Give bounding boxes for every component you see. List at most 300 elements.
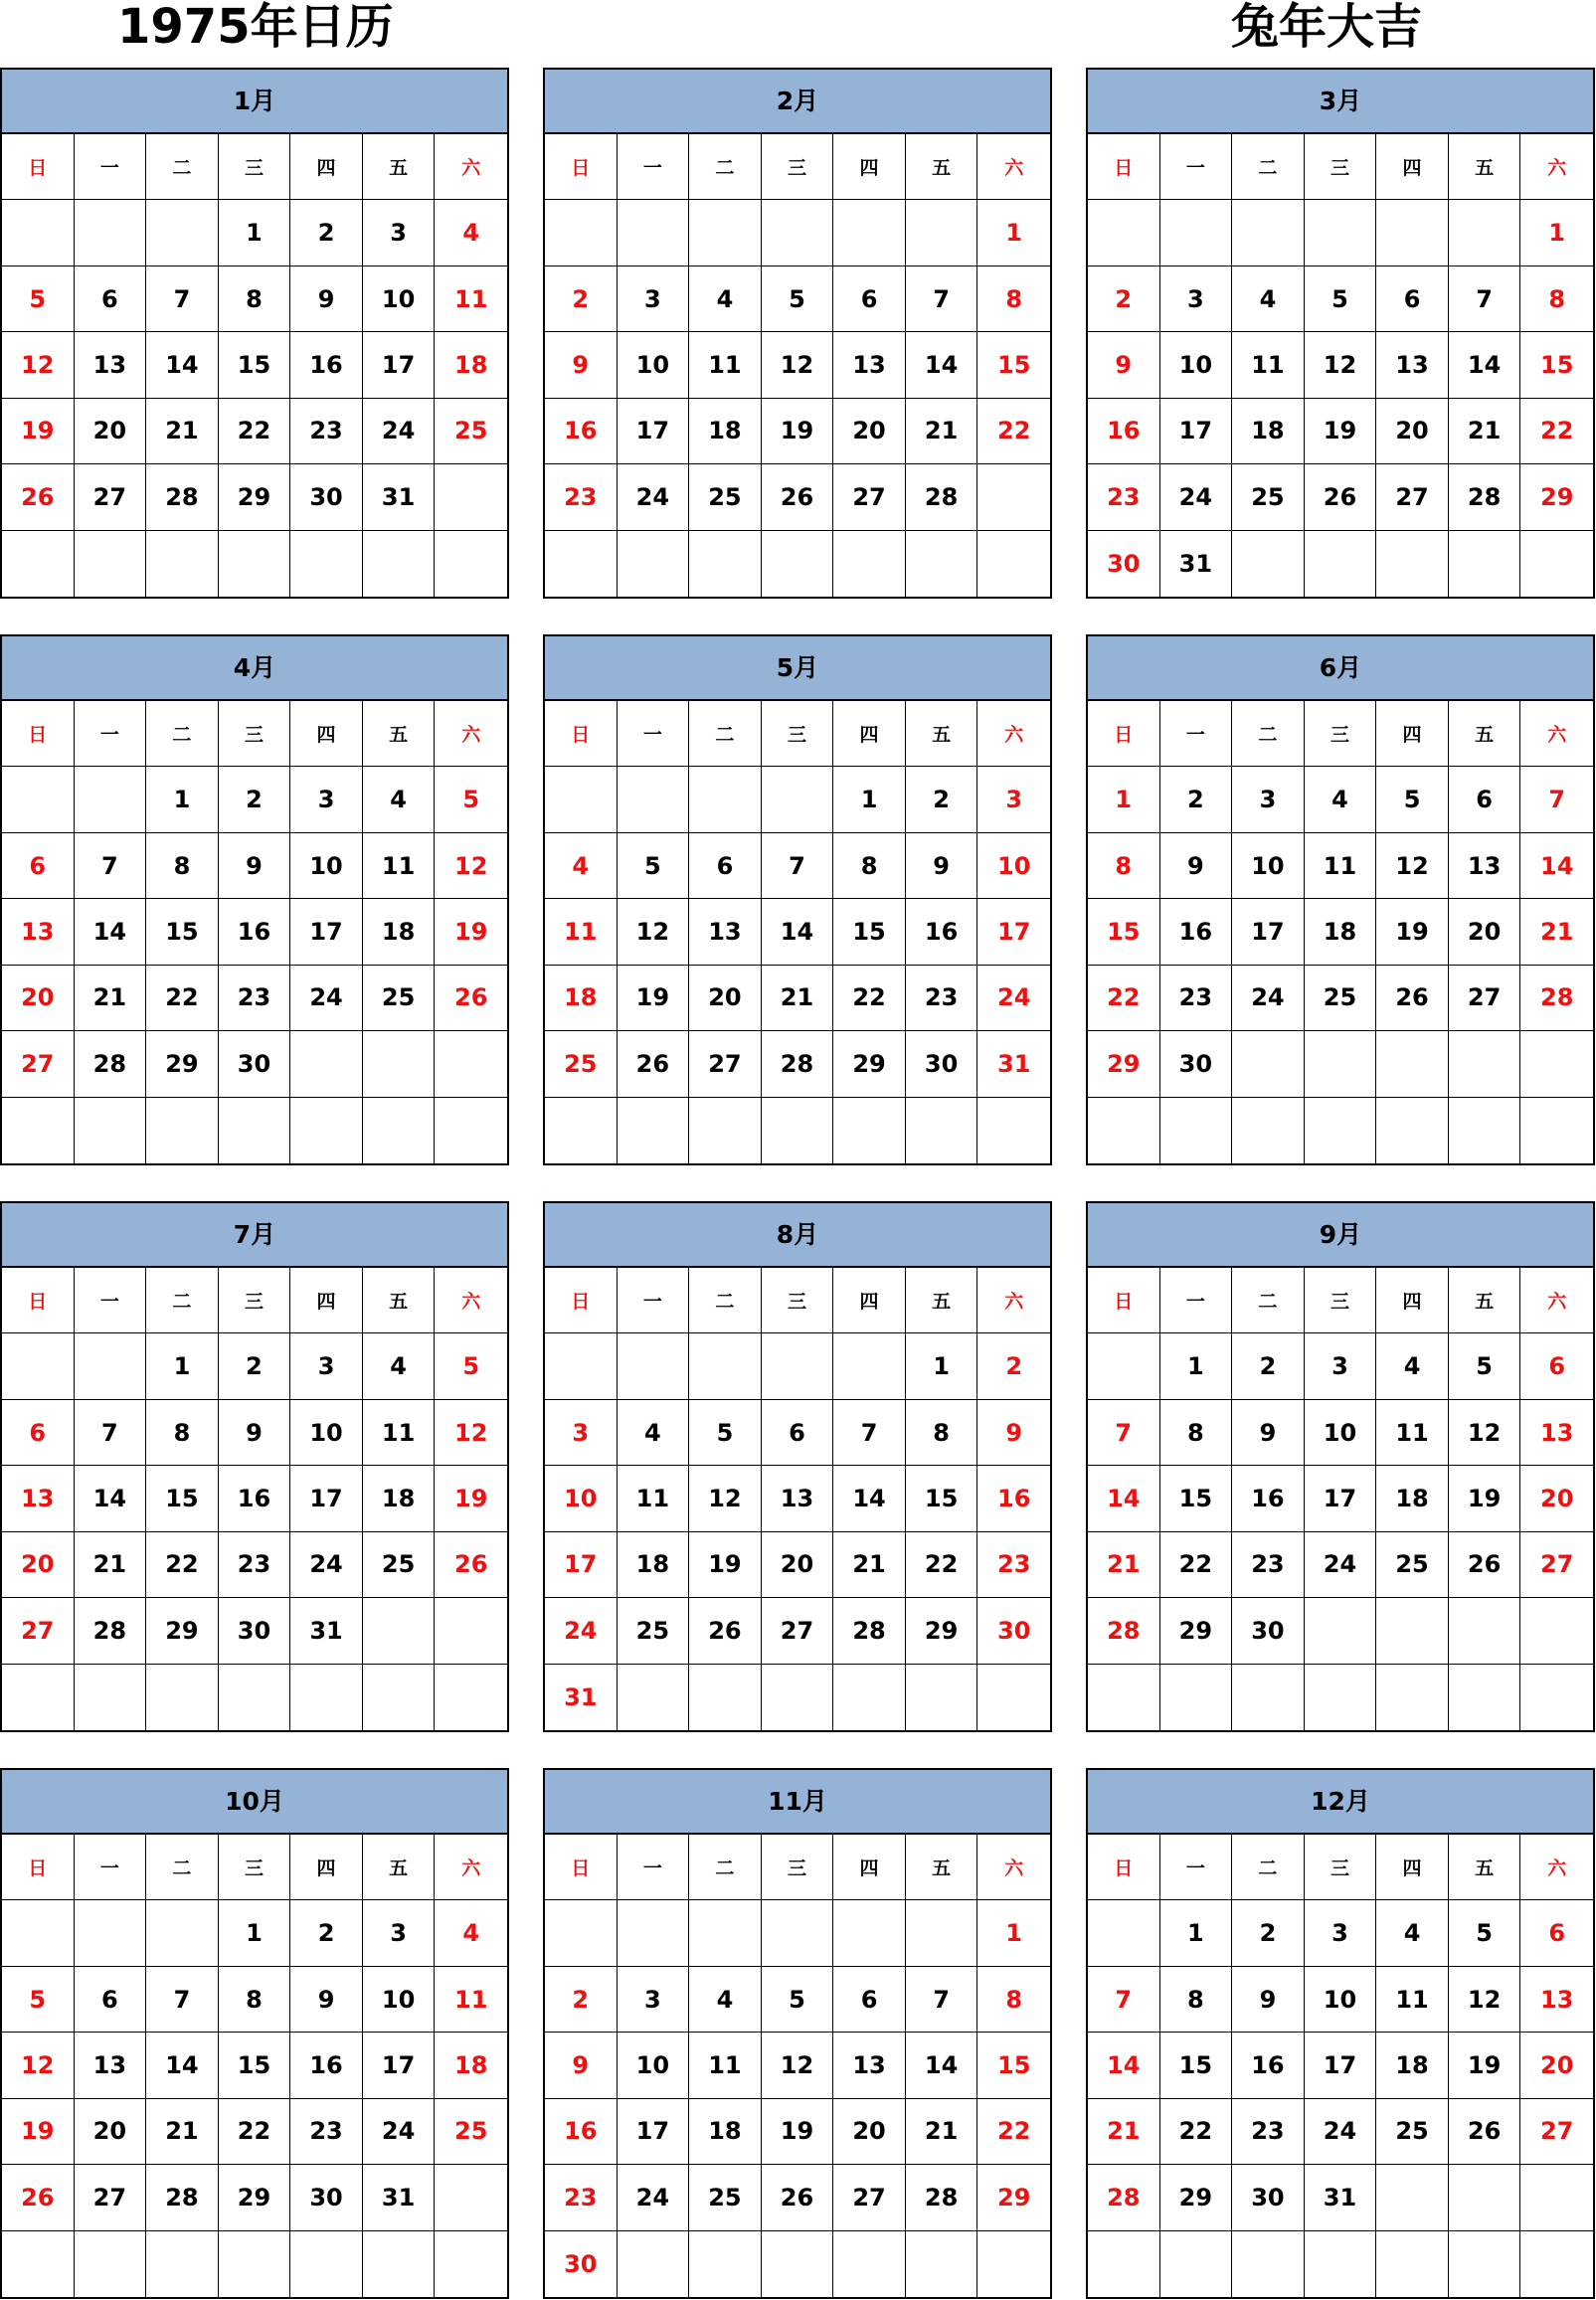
weekday-label: 日 bbox=[2, 701, 75, 767]
empty-day-cell bbox=[435, 531, 507, 597]
day-cell: 30 bbox=[290, 2165, 363, 2230]
day-cell: 24 bbox=[618, 2165, 690, 2230]
weekday-label: 六 bbox=[435, 701, 507, 767]
empty-day-cell bbox=[762, 1665, 834, 1730]
weekday-label: 日 bbox=[2, 134, 75, 200]
empty-day-cell bbox=[290, 2231, 363, 2297]
day-cell: 14 bbox=[1449, 332, 1521, 398]
weekday-label: 五 bbox=[906, 134, 978, 200]
day-cell: 9 bbox=[1160, 833, 1233, 899]
empty-day-cell bbox=[1305, 200, 1377, 265]
day-cell: 5 bbox=[618, 833, 690, 899]
month-block bbox=[543, 1768, 1052, 2299]
empty-day-cell bbox=[618, 200, 690, 265]
day-cell: 30 bbox=[906, 1031, 978, 1097]
weekday-label: 五 bbox=[363, 1835, 436, 1900]
day-cell: 21 bbox=[833, 1532, 906, 1598]
empty-day-cell bbox=[689, 1900, 762, 1966]
day-cell: 2 bbox=[219, 1333, 291, 1399]
day-cell: 2 bbox=[1088, 266, 1160, 332]
day-cell: 5 bbox=[689, 1400, 762, 1466]
day-cell: 27 bbox=[833, 2165, 906, 2230]
empty-day-cell bbox=[363, 2231, 436, 2297]
day-cell: 2 bbox=[906, 767, 978, 832]
day-cell: 8 bbox=[1088, 833, 1160, 899]
day-cell: 21 bbox=[146, 2099, 219, 2165]
day-cell: 4 bbox=[689, 1967, 762, 2033]
day-cell: 4 bbox=[1305, 767, 1377, 832]
empty-day-cell bbox=[1376, 531, 1449, 597]
day-cell: 25 bbox=[689, 2165, 762, 2230]
day-cell: 27 bbox=[762, 1598, 834, 1664]
empty-day-cell bbox=[762, 2231, 834, 2297]
empty-day-cell bbox=[146, 1665, 219, 1730]
empty-day-cell bbox=[75, 767, 147, 832]
weekday-label: 三 bbox=[219, 1268, 291, 1333]
day-cell: 24 bbox=[1305, 1532, 1377, 1598]
day-cell: 2 bbox=[290, 200, 363, 265]
day-cell: 30 bbox=[290, 464, 363, 530]
empty-day-cell bbox=[219, 2231, 291, 2297]
empty-day-cell bbox=[75, 1333, 147, 1399]
day-cell: 8 bbox=[1520, 266, 1593, 332]
day-cell: 25 bbox=[363, 1532, 436, 1598]
empty-day-cell bbox=[2, 1098, 75, 1163]
empty-day-cell bbox=[1376, 2231, 1449, 2297]
empty-day-cell bbox=[2, 1333, 75, 1399]
day-cell: 24 bbox=[290, 1532, 363, 1598]
day-cell: 12 bbox=[435, 833, 507, 899]
empty-day-cell bbox=[689, 2231, 762, 2297]
day-cell: 3 bbox=[1305, 1900, 1377, 1966]
day-cell: 3 bbox=[1305, 1333, 1377, 1399]
day-cell: 12 bbox=[1449, 1400, 1521, 1466]
month-title: 8月 bbox=[545, 1203, 1050, 1268]
day-cell: 2 bbox=[290, 1900, 363, 1966]
weekday-label: 一 bbox=[618, 701, 690, 767]
day-cell: 8 bbox=[146, 833, 219, 899]
day-cell: 12 bbox=[2, 332, 75, 398]
day-cell: 2 bbox=[977, 1333, 1050, 1399]
weekday-label: 日 bbox=[2, 1268, 75, 1333]
day-cell: 10 bbox=[1305, 1400, 1377, 1466]
day-cell: 3 bbox=[363, 1900, 436, 1966]
weekday-label: 三 bbox=[219, 701, 291, 767]
day-cell: 16 bbox=[1232, 1466, 1305, 1531]
day-cell: 19 bbox=[1449, 2033, 1521, 2098]
day-cell: 10 bbox=[290, 833, 363, 899]
empty-day-cell bbox=[435, 1098, 507, 1163]
month-title: 4月 bbox=[2, 636, 507, 701]
month-block bbox=[0, 634, 509, 1165]
day-cell: 28 bbox=[1088, 2165, 1160, 2230]
empty-day-cell bbox=[2, 531, 75, 597]
weekday-label: 四 bbox=[833, 701, 906, 767]
day-cell: 7 bbox=[1449, 266, 1521, 332]
day-cell: 21 bbox=[906, 399, 978, 464]
month-block bbox=[1086, 634, 1595, 1165]
weekday-label: 三 bbox=[1305, 701, 1377, 767]
weekday-label: 四 bbox=[833, 134, 906, 200]
day-cell: 11 bbox=[689, 332, 762, 398]
weekday-label: 三 bbox=[1305, 134, 1377, 200]
day-cell: 16 bbox=[219, 899, 291, 965]
day-cell: 17 bbox=[1232, 899, 1305, 965]
day-cell: 12 bbox=[2, 2033, 75, 2098]
empty-day-cell bbox=[363, 1031, 436, 1097]
day-cell: 24 bbox=[290, 966, 363, 1031]
empty-day-cell bbox=[977, 1098, 1050, 1163]
month-title: 5月 bbox=[545, 636, 1050, 701]
day-cell: 2 bbox=[545, 1967, 618, 2033]
day-cell: 6 bbox=[75, 1967, 147, 2033]
empty-day-cell bbox=[75, 531, 147, 597]
day-cell: 26 bbox=[762, 2165, 834, 2230]
day-cell: 11 bbox=[689, 2033, 762, 2098]
month-grid bbox=[2, 1268, 507, 1730]
empty-day-cell bbox=[833, 531, 906, 597]
empty-day-cell bbox=[762, 200, 834, 265]
weekday-label: 四 bbox=[1376, 1268, 1449, 1333]
day-cell: 24 bbox=[1160, 464, 1233, 530]
empty-day-cell bbox=[833, 1098, 906, 1163]
empty-day-cell bbox=[1088, 1665, 1160, 1730]
day-cell: 26 bbox=[689, 1598, 762, 1664]
empty-day-cell bbox=[1305, 1098, 1377, 1163]
day-cell: 13 bbox=[75, 2033, 147, 2098]
day-cell: 11 bbox=[618, 1466, 690, 1531]
empty-day-cell bbox=[1232, 200, 1305, 265]
day-cell: 13 bbox=[1449, 833, 1521, 899]
empty-day-cell bbox=[762, 1098, 834, 1163]
day-cell: 5 bbox=[1449, 1900, 1521, 1966]
day-cell: 5 bbox=[1305, 266, 1377, 332]
weekday-label: 六 bbox=[977, 1835, 1050, 1900]
day-cell: 17 bbox=[363, 332, 436, 398]
day-cell: 13 bbox=[1376, 332, 1449, 398]
day-cell: 19 bbox=[618, 966, 690, 1031]
day-cell: 12 bbox=[762, 2033, 834, 2098]
day-cell: 16 bbox=[977, 1466, 1050, 1531]
day-cell: 11 bbox=[435, 266, 507, 332]
day-cell: 17 bbox=[1305, 2033, 1377, 2098]
day-cell: 6 bbox=[1520, 1900, 1593, 1966]
weekday-label: 一 bbox=[618, 1835, 690, 1900]
day-cell: 26 bbox=[762, 464, 834, 530]
day-cell: 30 bbox=[219, 1031, 291, 1097]
day-cell: 20 bbox=[75, 399, 147, 464]
day-cell: 29 bbox=[833, 1031, 906, 1097]
day-cell: 27 bbox=[2, 1031, 75, 1097]
day-cell: 6 bbox=[2, 1400, 75, 1466]
day-cell: 5 bbox=[1449, 1333, 1521, 1399]
empty-day-cell bbox=[219, 531, 291, 597]
weekday-label: 五 bbox=[906, 1835, 978, 1900]
day-cell: 16 bbox=[545, 399, 618, 464]
empty-day-cell bbox=[906, 1665, 978, 1730]
empty-day-cell bbox=[2, 767, 75, 832]
day-cell: 31 bbox=[977, 1031, 1050, 1097]
weekday-label: 五 bbox=[1449, 1835, 1521, 1900]
day-cell: 17 bbox=[1160, 399, 1233, 464]
empty-day-cell bbox=[435, 2165, 507, 2230]
empty-day-cell bbox=[1376, 1665, 1449, 1730]
day-cell: 28 bbox=[1088, 1598, 1160, 1664]
empty-day-cell bbox=[219, 1098, 291, 1163]
day-cell: 29 bbox=[1160, 1598, 1233, 1664]
empty-day-cell bbox=[977, 1665, 1050, 1730]
day-cell: 5 bbox=[762, 1967, 834, 2033]
day-cell: 7 bbox=[146, 266, 219, 332]
day-cell: 17 bbox=[363, 2033, 436, 2098]
empty-day-cell bbox=[363, 1098, 436, 1163]
day-cell: 16 bbox=[1232, 2033, 1305, 2098]
weekday-label: 三 bbox=[762, 1268, 834, 1333]
empty-day-cell bbox=[75, 1098, 147, 1163]
empty-day-cell bbox=[1305, 1598, 1377, 1664]
day-cell: 30 bbox=[1160, 1031, 1233, 1097]
month-block bbox=[0, 1201, 509, 1732]
day-cell: 14 bbox=[833, 1466, 906, 1531]
empty-day-cell bbox=[1520, 1098, 1593, 1163]
day-cell: 7 bbox=[1088, 1967, 1160, 2033]
day-cell: 10 bbox=[1305, 1967, 1377, 2033]
weekday-label: 二 bbox=[1232, 1268, 1305, 1333]
day-cell: 20 bbox=[2, 1532, 75, 1598]
weekday-label: 日 bbox=[545, 134, 618, 200]
weekday-label: 六 bbox=[1520, 1835, 1593, 1900]
day-cell: 23 bbox=[219, 966, 291, 1031]
day-cell: 9 bbox=[545, 332, 618, 398]
weekday-label: 一 bbox=[1160, 1835, 1233, 1900]
day-cell: 24 bbox=[545, 1598, 618, 1664]
weekday-label: 二 bbox=[689, 1268, 762, 1333]
empty-day-cell bbox=[833, 1665, 906, 1730]
empty-day-cell bbox=[146, 1900, 219, 1966]
weekday-label: 二 bbox=[689, 134, 762, 200]
empty-day-cell bbox=[1305, 1031, 1377, 1097]
day-cell: 26 bbox=[435, 1532, 507, 1598]
page-title: 1975年日历 bbox=[117, 0, 394, 55]
day-cell: 10 bbox=[1160, 332, 1233, 398]
day-cell: 7 bbox=[833, 1400, 906, 1466]
day-cell: 16 bbox=[290, 2033, 363, 2098]
empty-day-cell bbox=[435, 1598, 507, 1664]
day-cell: 1 bbox=[833, 767, 906, 832]
day-cell: 17 bbox=[290, 1466, 363, 1531]
day-cell: 16 bbox=[290, 332, 363, 398]
empty-day-cell bbox=[545, 531, 618, 597]
month-grid bbox=[2, 134, 507, 597]
weekday-label: 三 bbox=[762, 134, 834, 200]
empty-day-cell bbox=[833, 200, 906, 265]
day-cell: 3 bbox=[1160, 266, 1233, 332]
day-cell: 23 bbox=[1232, 1532, 1305, 1598]
day-cell: 6 bbox=[75, 266, 147, 332]
day-cell: 27 bbox=[833, 464, 906, 530]
day-cell: 20 bbox=[1520, 1466, 1593, 1531]
day-cell: 15 bbox=[146, 899, 219, 965]
empty-day-cell bbox=[435, 1031, 507, 1097]
day-cell: 11 bbox=[1376, 1400, 1449, 1466]
weekday-label: 日 bbox=[1088, 1835, 1160, 1900]
day-cell: 8 bbox=[1160, 1400, 1233, 1466]
day-cell: 25 bbox=[1232, 464, 1305, 530]
day-cell: 28 bbox=[75, 1031, 147, 1097]
day-cell: 1 bbox=[977, 1900, 1050, 1966]
empty-day-cell bbox=[1376, 2165, 1449, 2230]
weekday-label: 四 bbox=[1376, 701, 1449, 767]
day-cell: 3 bbox=[290, 767, 363, 832]
month-title: 11月 bbox=[545, 1770, 1050, 1835]
month-grid bbox=[1088, 134, 1593, 597]
day-cell: 21 bbox=[75, 966, 147, 1031]
day-cell: 3 bbox=[545, 1400, 618, 1466]
day-cell: 27 bbox=[1520, 2099, 1593, 2165]
day-cell: 19 bbox=[1305, 399, 1377, 464]
day-cell: 26 bbox=[1449, 2099, 1521, 2165]
month-title: 9月 bbox=[1088, 1203, 1593, 1268]
empty-day-cell bbox=[545, 767, 618, 832]
day-cell: 6 bbox=[1376, 266, 1449, 332]
day-cell: 13 bbox=[1520, 1967, 1593, 2033]
day-cell: 14 bbox=[1088, 1466, 1160, 1531]
day-cell: 22 bbox=[1520, 399, 1593, 464]
empty-day-cell bbox=[545, 1333, 618, 1399]
weekday-label: 四 bbox=[290, 134, 363, 200]
empty-day-cell bbox=[2, 1900, 75, 1966]
empty-day-cell bbox=[689, 531, 762, 597]
weekday-label: 三 bbox=[1305, 1835, 1377, 1900]
day-cell: 2 bbox=[1232, 1900, 1305, 1966]
day-cell: 14 bbox=[1520, 833, 1593, 899]
empty-day-cell bbox=[977, 464, 1050, 530]
empty-day-cell bbox=[762, 1333, 834, 1399]
weekday-label: 一 bbox=[75, 1268, 147, 1333]
day-cell: 6 bbox=[833, 1967, 906, 2033]
weekday-label: 四 bbox=[290, 1835, 363, 1900]
day-cell: 3 bbox=[363, 200, 436, 265]
day-cell: 12 bbox=[435, 1400, 507, 1466]
day-cell: 13 bbox=[1520, 1400, 1593, 1466]
empty-day-cell bbox=[75, 2231, 147, 2297]
day-cell: 28 bbox=[146, 464, 219, 530]
day-cell: 15 bbox=[833, 899, 906, 965]
day-cell: 12 bbox=[689, 1466, 762, 1531]
weekday-label: 六 bbox=[977, 701, 1050, 767]
weekday-label: 四 bbox=[290, 1268, 363, 1333]
day-cell: 30 bbox=[219, 1598, 291, 1664]
weekday-label: 四 bbox=[1376, 1835, 1449, 1900]
month-grid bbox=[1088, 1835, 1593, 2297]
day-cell: 16 bbox=[906, 899, 978, 965]
day-cell: 20 bbox=[689, 966, 762, 1031]
day-cell: 27 bbox=[1449, 966, 1521, 1031]
empty-day-cell bbox=[1232, 2231, 1305, 2297]
day-cell: 11 bbox=[363, 833, 436, 899]
day-cell: 19 bbox=[2, 2099, 75, 2165]
day-cell: 23 bbox=[1088, 464, 1160, 530]
empty-day-cell bbox=[290, 1665, 363, 1730]
day-cell: 24 bbox=[363, 399, 436, 464]
day-cell: 10 bbox=[977, 833, 1050, 899]
day-cell: 18 bbox=[435, 332, 507, 398]
day-cell: 22 bbox=[146, 966, 219, 1031]
day-cell: 7 bbox=[906, 266, 978, 332]
day-cell: 31 bbox=[545, 1665, 618, 1730]
day-cell: 14 bbox=[75, 1466, 147, 1531]
month-block bbox=[543, 634, 1052, 1165]
day-cell: 13 bbox=[689, 899, 762, 965]
day-cell: 4 bbox=[435, 1900, 507, 1966]
day-cell: 31 bbox=[363, 464, 436, 530]
empty-day-cell bbox=[833, 2231, 906, 2297]
weekday-label: 五 bbox=[906, 701, 978, 767]
day-cell: 14 bbox=[1088, 2033, 1160, 2098]
day-cell: 21 bbox=[1088, 2099, 1160, 2165]
weekday-label: 三 bbox=[762, 701, 834, 767]
month-title: 10月 bbox=[2, 1770, 507, 1835]
empty-day-cell bbox=[290, 1098, 363, 1163]
day-cell: 20 bbox=[2, 966, 75, 1031]
weekday-label: 六 bbox=[977, 134, 1050, 200]
day-cell: 9 bbox=[1232, 1967, 1305, 2033]
day-cell: 4 bbox=[689, 266, 762, 332]
day-cell: 28 bbox=[1449, 464, 1521, 530]
day-cell: 24 bbox=[363, 2099, 436, 2165]
day-cell: 12 bbox=[1376, 833, 1449, 899]
month-block bbox=[1086, 1768, 1595, 2299]
empty-day-cell bbox=[618, 767, 690, 832]
weekday-label: 二 bbox=[1232, 701, 1305, 767]
day-cell: 9 bbox=[219, 1400, 291, 1466]
day-cell: 15 bbox=[219, 2033, 291, 2098]
empty-day-cell bbox=[146, 200, 219, 265]
empty-day-cell bbox=[363, 531, 436, 597]
empty-day-cell bbox=[1376, 1031, 1449, 1097]
day-cell: 8 bbox=[146, 1400, 219, 1466]
day-cell: 21 bbox=[75, 1532, 147, 1598]
empty-day-cell bbox=[290, 531, 363, 597]
day-cell: 22 bbox=[146, 1532, 219, 1598]
weekday-label: 六 bbox=[1520, 1268, 1593, 1333]
day-cell: 23 bbox=[545, 2165, 618, 2230]
day-cell: 28 bbox=[1520, 966, 1593, 1031]
weekday-label: 二 bbox=[146, 701, 219, 767]
day-cell: 27 bbox=[1376, 464, 1449, 530]
empty-day-cell bbox=[618, 1333, 690, 1399]
weekday-label: 三 bbox=[762, 1835, 834, 1900]
day-cell: 13 bbox=[762, 1466, 834, 1531]
day-cell: 21 bbox=[1520, 899, 1593, 965]
empty-day-cell bbox=[1232, 531, 1305, 597]
day-cell: 21 bbox=[1449, 399, 1521, 464]
day-cell: 11 bbox=[545, 899, 618, 965]
day-cell: 26 bbox=[1449, 1532, 1521, 1598]
day-cell: 26 bbox=[435, 966, 507, 1031]
weekday-label: 一 bbox=[1160, 1268, 1233, 1333]
day-cell: 17 bbox=[545, 1532, 618, 1598]
day-cell: 4 bbox=[545, 833, 618, 899]
day-cell: 9 bbox=[545, 2033, 618, 2098]
day-cell: 20 bbox=[1449, 899, 1521, 965]
empty-day-cell bbox=[1376, 200, 1449, 265]
month-block bbox=[1086, 68, 1595, 599]
day-cell: 30 bbox=[1232, 1598, 1305, 1664]
weekday-label: 日 bbox=[545, 701, 618, 767]
day-cell: 25 bbox=[618, 1598, 690, 1664]
weekday-label: 三 bbox=[219, 1835, 291, 1900]
